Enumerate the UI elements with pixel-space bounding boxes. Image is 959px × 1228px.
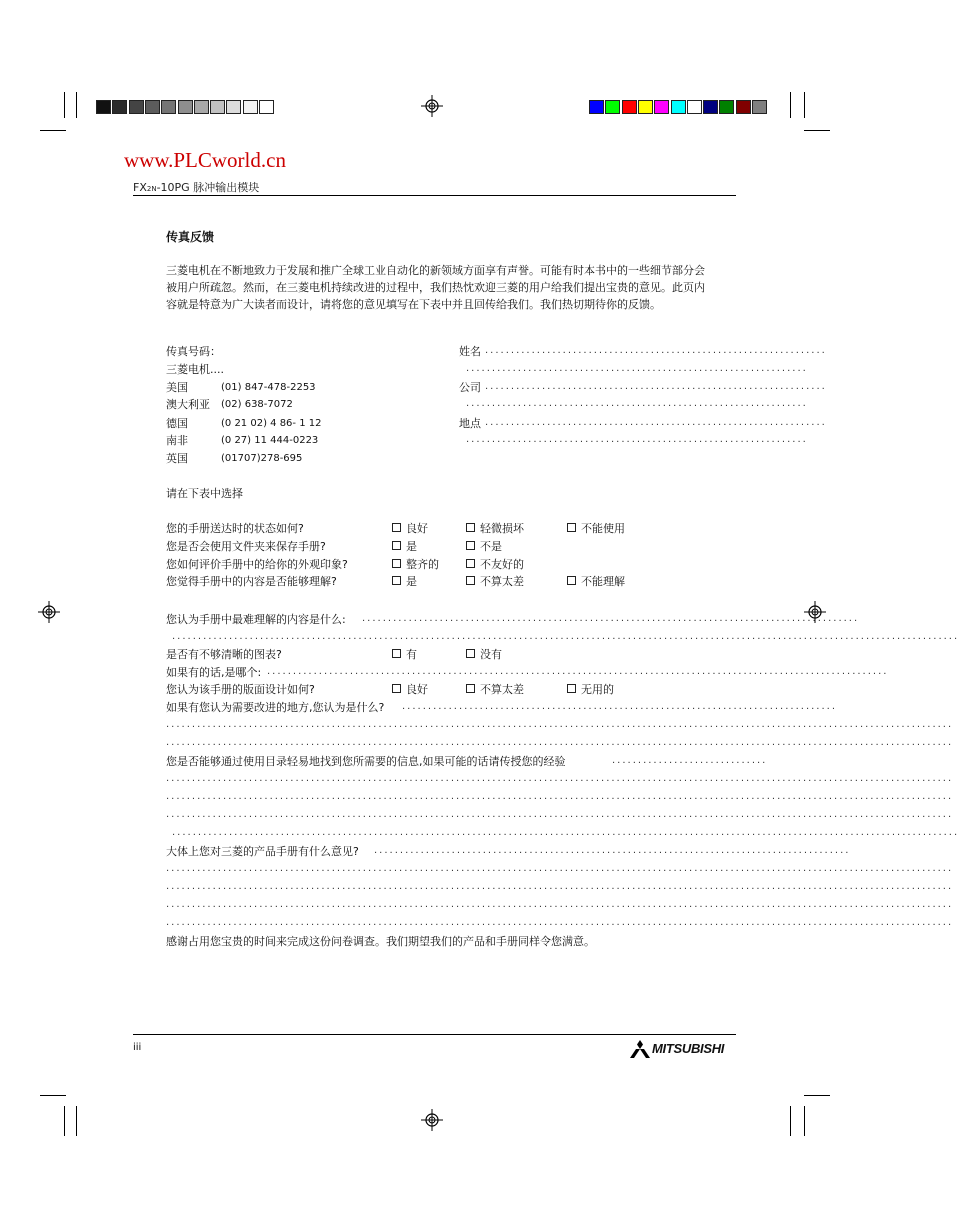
color-swatch xyxy=(703,100,718,114)
open-question-improve: 如果有您认为需要改进的地方,您认为是什么? xyxy=(166,701,385,714)
checkbox-icon[interactable] xyxy=(466,576,475,585)
question-3: 您如何评价手册中的给你的外观印象? xyxy=(166,558,348,571)
choose-prompt: 请在下表中选择 xyxy=(166,487,243,500)
question-2: 您是否会使用文件夹来保存手册? xyxy=(166,540,326,553)
checkbox-icon[interactable] xyxy=(567,576,576,585)
color-swatch xyxy=(161,100,176,114)
fax-number: (02) 638-7072 xyxy=(221,399,293,410)
header-prefix: FX xyxy=(133,181,147,194)
mitsubishi-logo xyxy=(630,1040,736,1058)
checkbox-icon[interactable] xyxy=(466,649,475,658)
option-checkbox[interactable]: 有 xyxy=(392,648,417,662)
answer-line[interactable]: ........................................................................................................................................................ xyxy=(166,809,954,820)
color-swatch xyxy=(736,100,751,114)
option-checkbox[interactable]: 不友好的 xyxy=(466,558,524,572)
color-swatch xyxy=(752,100,767,114)
option-checkbox[interactable]: 不能使用 xyxy=(567,522,625,536)
fax-country: 南非 xyxy=(166,434,188,447)
option-checkbox[interactable]: 不是 xyxy=(466,540,502,554)
color-swatch xyxy=(605,100,620,114)
intro-line-3: 容就是特意为广大读者而设计，请将您的意见填写在下表中并且回传给我们。我们热切期待你的反馈。 xyxy=(166,298,661,311)
answer-line[interactable]: ........................................................................................................................................................ xyxy=(166,917,954,928)
checkbox-icon[interactable] xyxy=(392,649,401,658)
open-question-diagrams: 是否有不够清晰的图表? xyxy=(166,648,282,661)
color-swatch xyxy=(243,100,258,114)
color-swatch xyxy=(671,100,686,114)
fax-company: 三菱电机.... xyxy=(166,363,224,376)
fax-number: (01707)278-695 xyxy=(221,453,303,464)
registration-mark-icon xyxy=(38,601,60,623)
color-swatch xyxy=(259,100,274,114)
answer-line[interactable]: ........................................................................................................................................................ xyxy=(166,773,954,784)
open-question-index: 您是否能够通过使用目录轻易地找到您所需要的信息,如果可能的话请传授您的经验 xyxy=(166,755,566,768)
open-question-layout: 您认为该手册的版面设计如何? xyxy=(166,683,315,696)
color-swatch xyxy=(638,100,653,114)
checkbox-icon[interactable] xyxy=(392,541,401,550)
checkbox-icon[interactable] xyxy=(466,523,475,532)
color-swatch xyxy=(226,100,241,114)
fax-country: 澳大利亚 xyxy=(166,398,210,411)
header-rule xyxy=(133,195,736,196)
checkbox-icon[interactable] xyxy=(466,541,475,550)
watermark: www.PLCworld.cn xyxy=(124,148,286,172)
option-checkbox[interactable]: 良好 xyxy=(392,683,428,697)
brand-name: MITSUBISHI xyxy=(652,1041,725,1056)
option-checkbox[interactable]: 不算太差 xyxy=(466,575,524,589)
registration-mark-icon xyxy=(421,1109,443,1131)
answer-line[interactable]: ........................................................................................................................................................ xyxy=(166,719,954,730)
color-swatch xyxy=(194,100,209,114)
question-1: 您的手册送达时的状态如何? xyxy=(166,522,304,535)
header-suffix: -10PG 脉冲输出模块 xyxy=(156,181,260,194)
checkbox-icon[interactable] xyxy=(392,559,401,568)
page-number: iii xyxy=(133,1042,142,1053)
open-question-which: 如果有的话,是哪个: xyxy=(166,666,262,679)
name-label: 姓名 xyxy=(459,345,481,358)
intro-line-2: 被用户所疏忽。然而，在三菱电机持续改进的过程中，我们热忱欢迎三菱的用户给我们提出宝贵的意见。此页内 xyxy=(166,281,705,294)
fax-label: 传真号码： xyxy=(166,345,221,358)
answer-line[interactable]: .................................................................................... xyxy=(402,701,838,712)
fax-country: 英国 xyxy=(166,452,188,465)
fax-number: (0 27) 11 444-0223 xyxy=(221,435,319,446)
thanks-text: 感谢占用您宝贵的时间来完成这份问卷调查。我们期望我们的产品和手册同样令您满意。 xyxy=(166,935,595,948)
color-swatch xyxy=(96,100,111,114)
question-4: 您觉得手册中的内容是否能够理解? xyxy=(166,575,337,588)
option-checkbox[interactable]: 不能理解 xyxy=(567,575,625,589)
color-swatch xyxy=(145,100,160,114)
color-swatch xyxy=(622,100,637,114)
option-checkbox[interactable]: 良好 xyxy=(392,522,428,536)
fax-number: (0 21 02) 4 86- 1 12 xyxy=(221,418,322,429)
address-field[interactable]: .................................................................. xyxy=(485,417,827,428)
company-field-line-2[interactable]: .................................................................. xyxy=(466,398,808,409)
checkbox-icon[interactable] xyxy=(567,523,576,532)
answer-line[interactable]: ........................................................................................................................................................ xyxy=(166,737,954,748)
fax-country: 美国 xyxy=(166,381,188,394)
intro-line-1: 三菱电机在不断地致力于发展和推广全球工业自动化的新领域方面享有声誉。可能有时本书中的一些细节部分会 xyxy=(166,264,705,277)
option-checkbox[interactable]: 是 xyxy=(392,575,417,589)
answer-line[interactable]: ........................................................................................................................ xyxy=(267,666,889,677)
name-field-line-2[interactable]: .................................................................. xyxy=(466,363,808,374)
checkbox-icon[interactable] xyxy=(392,684,401,693)
open-question-difficult: 您认为手册中最难理解的内容是什么: xyxy=(166,613,346,626)
answer-line[interactable]: .............................. xyxy=(612,755,768,766)
color-swatch xyxy=(654,100,669,114)
color-swatch xyxy=(687,100,702,114)
answer-line[interactable]: ............................................................................................ xyxy=(374,845,851,856)
page-title: 传真反馈 xyxy=(166,230,215,244)
color-swatch xyxy=(589,100,604,114)
fax-number: (01) 847-478-2253 xyxy=(221,382,316,393)
header-subscript: 2N xyxy=(146,185,157,193)
checkbox-icon[interactable] xyxy=(392,576,401,585)
color-swatch xyxy=(112,100,127,114)
color-swatch xyxy=(129,100,144,114)
company-field[interactable]: .................................................................. xyxy=(485,381,827,392)
option-checkbox[interactable]: 无用的 xyxy=(567,683,614,697)
color-swatch xyxy=(210,100,225,114)
checkbox-icon[interactable] xyxy=(392,523,401,532)
fax-country: 德国 xyxy=(166,417,188,430)
answer-line[interactable]: ........................................................................................................................................................ xyxy=(166,899,954,910)
checkbox-icon[interactable] xyxy=(466,559,475,568)
color-swatch xyxy=(719,100,734,114)
option-checkbox[interactable]: 是 xyxy=(392,540,417,554)
answer-line[interactable]: ........................................................................................................................................................ xyxy=(166,863,954,874)
checkbox-icon[interactable] xyxy=(466,684,475,693)
answer-line[interactable]: ........................................................................................................................................................ xyxy=(166,791,954,802)
option-checkbox[interactable]: 不算太差 xyxy=(466,683,524,697)
answer-line[interactable]: ................................................................................................ xyxy=(362,613,860,624)
company-label: 公司 xyxy=(459,381,481,394)
address-field-line-2[interactable]: .................................................................. xyxy=(466,434,808,445)
name-field[interactable]: .................................................................. xyxy=(485,345,827,356)
registration-mark-icon xyxy=(421,95,443,117)
option-checkbox[interactable]: 没有 xyxy=(466,648,502,662)
color-swatch xyxy=(178,100,193,114)
address-label: 地点 xyxy=(459,417,481,430)
answer-line[interactable]: ........................................................................................................................................................ xyxy=(166,881,954,892)
checkbox-icon[interactable] xyxy=(567,684,576,693)
option-checkbox[interactable]: 整齐的 xyxy=(392,558,439,572)
footer-rule xyxy=(133,1034,736,1035)
mitsubishi-logo-icon xyxy=(630,1040,650,1058)
option-checkbox[interactable]: 轻微损坏 xyxy=(466,522,524,536)
running-header xyxy=(133,181,259,196)
open-question-opinion: 大体上您对三菱的产品手册有什么意见? xyxy=(166,845,359,858)
answer-line[interactable]: ........................................................................................................................................................ xyxy=(172,631,959,642)
answer-line[interactable]: ........................................................................................................................................................ xyxy=(172,827,959,838)
